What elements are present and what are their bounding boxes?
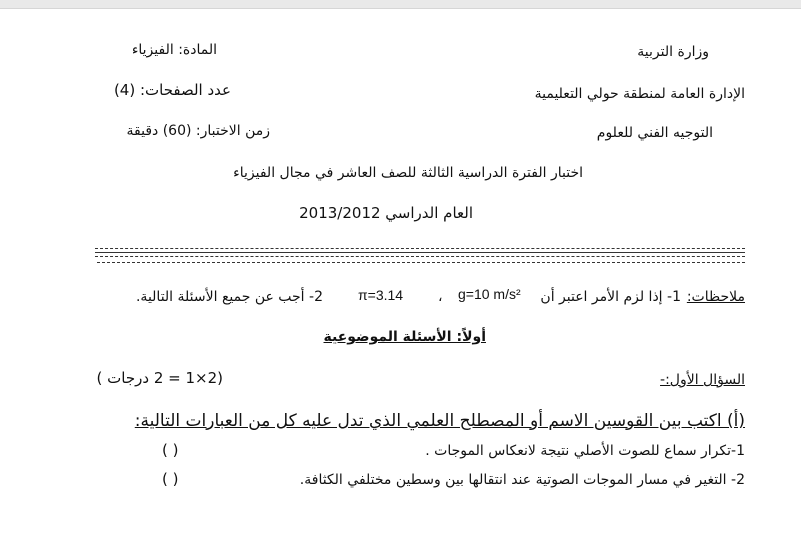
section-title: أولاً: الأسئلة الموضوعية xyxy=(323,329,486,345)
question-1-marks: (2×1 = 2 درجات ) xyxy=(96,369,223,387)
part-a-instruction: (أ) اكتب بين القوسين الاسم أو المصطلح العلمي الذي تدل عليه كل من العبارات التالية: xyxy=(134,411,745,431)
notes-separator: ، xyxy=(438,289,443,305)
notes-label: ملاحظات: xyxy=(686,289,745,305)
question-1-label: السؤال الأول:- xyxy=(660,372,745,388)
question-item-1: 1-تكرار سماع للصوت الأصلي نتيجة لانعكاس الموجات . xyxy=(425,443,745,459)
note-2: 2- أجب عن جميع الأسئلة التالية. xyxy=(135,289,323,305)
directorate-name: الإدارة العامة لمنطقة حولي التعليمية xyxy=(534,86,745,102)
answer-blank-2[interactable]: ( ) xyxy=(162,470,179,488)
question-item-2: 2- التغير في مسار الموجات الصوتية عند انتقالها بين وسطين مختلفي الكثافة. xyxy=(299,472,745,488)
separator-line-2 xyxy=(95,252,745,253)
gravity-value: g=10 m/s² xyxy=(458,286,521,302)
ministry-name: وزارة التربية xyxy=(637,44,709,60)
supervision-name: التوجيه الفني للعلوم xyxy=(596,125,713,141)
academic-year: العام الدراسي 2013/2012 xyxy=(299,204,473,222)
separator-line-3 xyxy=(95,256,745,257)
page-count: عدد الصفحات: (4) xyxy=(113,81,231,99)
subject-label: المادة: الفيزياء xyxy=(131,42,217,58)
separator-line-1 xyxy=(95,248,745,249)
exam-duration: زمن الاختبار: (60) دقيقة xyxy=(126,123,270,139)
exam-title: اختبار الفترة الدراسية الثالثة للصف العاشر في مجال الفيزياء xyxy=(233,165,583,181)
pi-value: π=3.14 xyxy=(358,287,404,303)
viewer-top-edge xyxy=(0,0,801,9)
answer-blank-1[interactable]: ( ) xyxy=(162,441,179,459)
note-1: 1- إذا لزم الأمر اعتبر أن xyxy=(540,289,681,305)
separator-line-4 xyxy=(97,262,745,263)
